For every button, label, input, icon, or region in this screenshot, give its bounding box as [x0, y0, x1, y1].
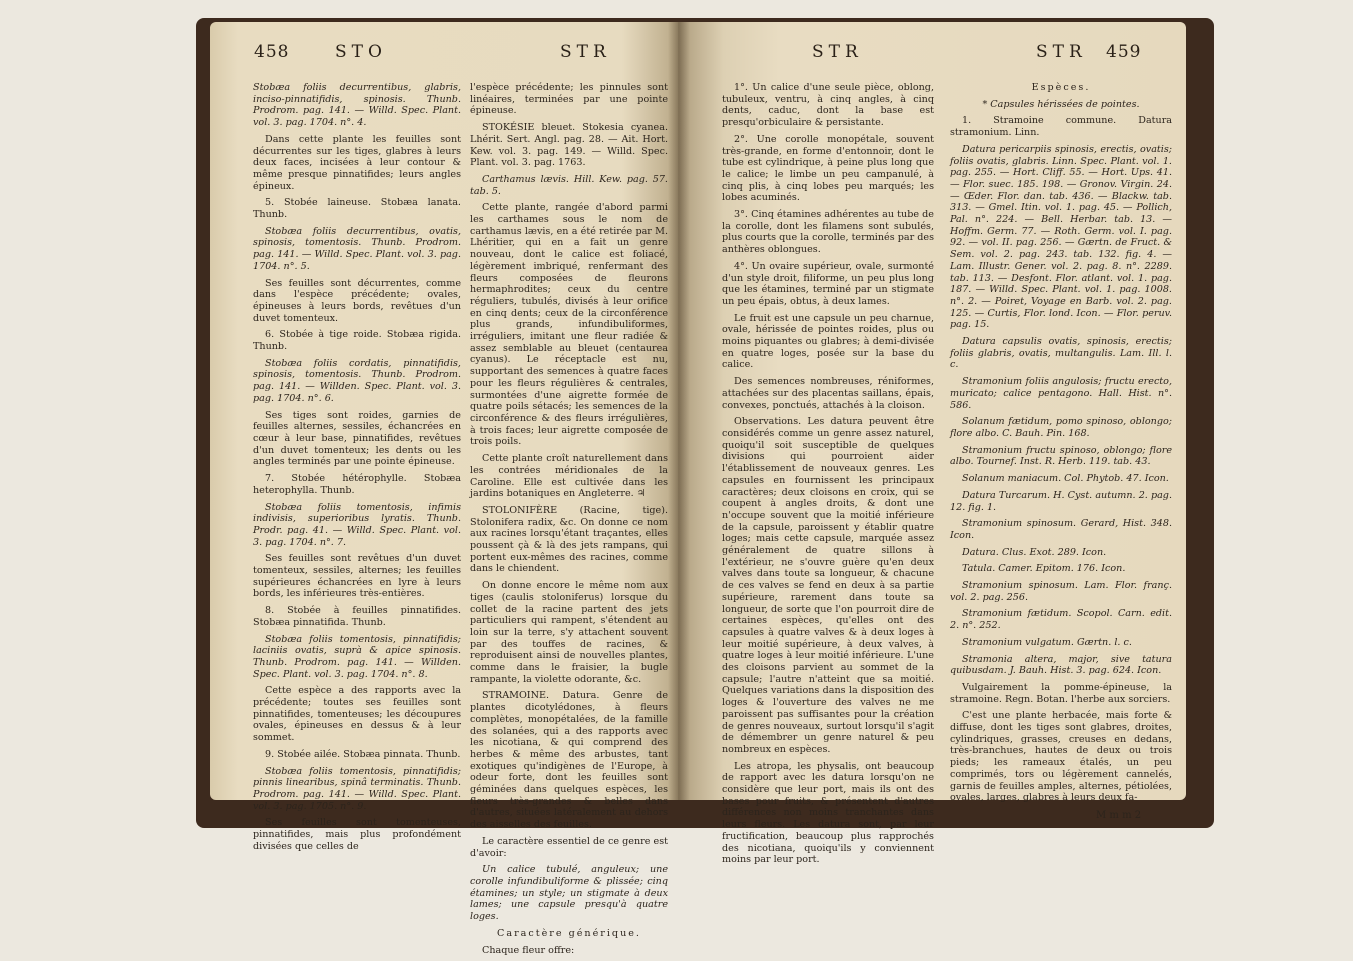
paragraph: Cette plante, rangée d'abord parmi les carthames sous le nom de carthamus lævis, en a été retirée par M. Lhéritier, qui en a fait un genre nouveau, dont le calice est foliacé, légèrement imbriqué, renfermant des fleurs composées de fleurons hermaphrodites; ceux du centre réguliers, tubulés, divisés à leur orifice en cinq dents; ceux de la circonférence plus grands, infundibuliformes, irréguliers, imitant une fleur radiée & assez semblable au bleuet (centaurea cyanus). Le réceptacle est nu, supportant des semences à quatre faces pour les fleurs régulières & centrales, surmontées d'une aigrette formée de quatre poils sétacés; les semences de la circonférence & des fleurs irrégulières, à trois faces; leur aigrette composée de trois poils.	[470, 202, 668, 448]
paragraph: C'est une plante herbacée, mais forte & diffuse, dont les tiges sont glabres, droites, cylindriques, grasses, creuses en dedans, très-branchues, hautes de deux ou trois pieds; les rameaux étalés, un peu comprimés, tors ou légèrement cannelés, garnis de feuilles amples, alternes, pétiolées, ovales, larges, glabres à leurs deux fa-	[950, 710, 1172, 804]
paragraph: Ses tiges sont roides, garnies de feuilles alternes, sessiles, échancrées en cœur à leur base, pinnatifides, revêtues d'un duvet tomenteux; les dents ou les angles terminés par une pointe épineuse.	[253, 409, 461, 468]
paragraph: On donne encore le même nom aux tiges (caulis stoloniferus) lorsque du collet de la racine partent des jets particuliers qui rampent, s'étendent au loin sur la terre, s'y attachent souvent par des touffes de racines, & reproduisent ainsi de nouvelles plantes, comme dans le fraisier, la bugle rampante, la violette odorante, &c.	[470, 580, 668, 685]
left-header-left: STO	[335, 42, 387, 62]
left-header-right: STR	[560, 42, 611, 62]
paragraph: Stobæa foliis decurrentibus, ovatis, spinosis, tomentosis. Thunb. Prodrom. pag. 141. — Willd. Spec. Plant. vol. 3. pag. 1704. n°. 5.	[253, 225, 461, 272]
paragraph: 4°. Un ovaire supérieur, ovale, surmonté d'un style droit, filiforme, un peu plus long que les étamines, terminé par un stigmate un peu épais, obtus, à deux lames.	[722, 260, 934, 307]
paragraph: Les atropa, les physalis, ont beaucoup de rapport avec les datura lorsqu'on ne considère que leur port, mais ils ont des bases pour fruits, & présentent d'autres différences non moins tranchantes dans leurs fleurs. Les datura sont, par leur fructification, beaucoup plus rapprochés des nicotiana, quoiqu'ils y conviennent moins par leur port.	[722, 760, 934, 866]
paragraph: Des semences nombreuses, réniformes, attachées sur des placentas saillans, épais, convexes, ponctués, attachés à la cloison.	[722, 376, 934, 411]
entry-heading: 9. Stobée ailée. Stobæa pinnata. Thunb.	[265, 748, 461, 760]
paragraph: Stobæa foliis decurrentibus, glabris, inciso-pinnatifidis, spinosis. Thunb. Prodrom. pag. 141. — Willd. Spec. Plant. vol. 3. pag. 1704. n°. 4.	[253, 82, 461, 129]
paragraph: Cette espèce a des rapports avec la précédente; toutes ses feuilles sont pinnatifides, tomenteuses; les découpures ovales, épineuses en dessus & à leur sommet.	[253, 685, 461, 744]
paragraph: Stramonium fructu spinoso, oblongo; flore albo. Tournef. Inst. R. Herb. 119. tab. 43.	[950, 444, 1172, 468]
entry-heading: 5. Stobée laineuse. Stobæa lanata. Thunb.	[253, 197, 461, 221]
entry-heading: STOKÉSIE bleuet. Stokesia cyanea. Lhérit. Sert. Angl. pag. 28. — Ait. Hort. Kew. vol. 3. pag. 149. — Willd. Spec. Plant. vol. 3. pag. 1763.	[470, 122, 668, 169]
right-column-1	[722, 82, 934, 871]
entry-heading: 6. Stobée à tige roide. Stobæa rigida. Thunb.	[253, 329, 461, 353]
paragraph: Carthamus lævis. Hill. Kew. pag. 57. tab. 5.	[470, 173, 668, 197]
paragraph: 3°. Cinq étamines adhérentes au tube de la corolle, dont les filamens sont subulés, plus courts que la corolle, terminés par des anthères oblongues.	[722, 209, 934, 256]
right-header-right: STR	[1036, 42, 1087, 62]
paragraph: Stobæa foliis tomentosis, pinnatifidis; pinnis linearibus, spinâ terminatis. Thunb. Prodrom. pag. 141. — Willd. Spec. Plant. vol. 3. pag. 1705. n°. 9.	[253, 765, 461, 812]
paragraph: Datura pericarpiis spinosis, erectis, ovatis; foliis ovatis, glabris. Linn. Spec. Plant. vol. 1. pag. 255. — Hort. Cliff. 55. — Hort. Ups. 41. — Flor. suec. 185. 198. — Gronov. Virgin. 24. — Œder. Flor. dan. tab. 436. — Blackw. tab. 313. — Gmel. Itin. vol. 1. pag. 45. — Pollich, Pal. n°. 224. — Bell. Herbar. tab. 13. — Hoffm. Germ. 77. — Roth. Germ. vol. I. pag. 92. — vol. II. pag. 256. — Gærtn. de Fruct. & Sem. vol. 2. pag. 243. tab. 132. fig. 4. — Lam. Illustr. Gener. vol. 2. pag. 8. n°. 2289. tab. 113. — Desfont. Flor. atlant. vol. 1. pag. 187. — Willd. Spec. Plant. vol. 1. pag. 1008. n°. 2. — Poiret, Voyage en Barb. vol. 2. pag. 125. — Curtis, Flor. lond. Icon. — Flor. peruv. pag. 15.	[950, 143, 1172, 331]
entry-heading: STOLONIFÈRE (Racine, tige). Stolonifera radix, &c. On donne ce nom aux racines lorsqu'étant traçantes, elles poussent çà & là des jets rampans, qui portent eux-mêmes des racines, comme dans le chiendent.	[470, 504, 668, 575]
paragraph: Cette plante croît naturellement dans les contrées méridionales de la Caroline. Elle est cultivée dans les jardins botaniques en Angleterre. ♃	[470, 453, 668, 500]
entry-heading: 7. Stobée hétérophylle. Stobæa heterophylla. Thunb.	[253, 473, 461, 496]
subsection-heading: * Capsules hérissées de pointes.	[982, 98, 1140, 110]
paragraph: Stobæa foliis tomentosis, pinnatifidis; laciniis ovatis, suprà & apice spinosis. Thunb. Prodrom. pag. 141. — Willden. Spec. Plant. vol. 3. pag. 1704. n°. 8.	[253, 633, 461, 680]
paragraph: Stramonia altera, major, sive tatura quibusdam. J. Bauh. Hist. 3. pag. 624. Icon.	[950, 653, 1172, 677]
paragraph: Stramonium fætidum. Scopol. Carn. edit. 2. n°. 252.	[950, 608, 1172, 632]
paragraph: 2°. Une corolle monopétale, souvent très-grande, en forme d'entonnoir, dont le tube est cylindrique, à peine plus long que le calice; le limbe un peu campanulé, à cinq plis, à cinq lobes peu marqués; les lobes acuminés.	[722, 133, 934, 204]
paragraph: Datura. Clus. Exot. 289. Icon.	[962, 546, 1107, 558]
paragraph: Stramonium spinosum. Gerard, Hist. 348. Icon.	[950, 518, 1172, 541]
left-column-1	[253, 82, 461, 857]
paragraph: Stramonium spinosum. Lam. Flor. franç. vol. 2. pag. 256.	[950, 580, 1172, 603]
paragraph: Stramonium vulgatum. Gærtn. l. c.	[962, 636, 1132, 648]
right-page-number: 459	[1106, 42, 1142, 62]
paragraph: Ses feuilles sont tomenteuses, pinnatifides, mais plus profondément divisées que celles de	[253, 817, 461, 852]
right-header-left: STR	[812, 42, 863, 62]
paragraph: Ses feuilles sont revêtues d'un duvet tomenteux, sessiles, alternes; les feuilles supérieures échancrées en lyre à leurs bords, les inférieures très-entières.	[253, 553, 461, 600]
right-column-2	[950, 82, 1172, 809]
paragraph: Le caractère essentiel de ce genre est d'avoir:	[470, 835, 668, 859]
paragraph: Datura Turcarum. H. Cyst. autumn. 2. pag. 12. fig. 1.	[950, 489, 1172, 513]
book-gutter	[668, 22, 690, 800]
paragraph: Solanum fætidum, pomo spinoso, oblongo; flore albo. C. Bauh. Pin. 168.	[950, 416, 1172, 439]
paragraph: Solanum maniacum. Col. Phytob. 47. Icon.	[962, 473, 1169, 485]
entry-heading: 8. Stobée à feuilles pinnatifides. Stobæa pinnatifida. Thunb.	[253, 605, 461, 628]
paragraph: Un calice tubulé, anguleux; une corolle infundibuliforme & plissée; cinq étamines; un style; un stigmate à deux lames; une capsule presqu'à quatre loges.	[470, 864, 668, 923]
paragraph: Ses feuilles sont décurrentes, comme dans l'espèce précédente; ovales, épineuses à leurs bords, revêtues d'un duvet tomenteux.	[253, 277, 461, 324]
paragraph: Vulgairement la pomme-épineuse, la stramoine. Regn. Botan. l'herbe aux sorciers.	[950, 681, 1172, 705]
paragraph: Dans cette plante les feuilles sont décurrentes sur les tiges, glabres à leurs deux faces, incisées à leur contour & même presque pinnatifides; leurs angles épineux.	[253, 133, 461, 192]
paragraph: Stobæa foliis cordatis, pinnatifidis, spinosis, tomentosis. Thunb. Prodrom. pag. 141. — Willden. Spec. Plant. vol. 3. pag. 1704. n°. 6.	[253, 357, 461, 404]
page-signature: M m m 2	[1096, 810, 1142, 821]
paragraph: l'espèce précédente; les pinnules sont linéaires, terminées par une pointe épineuse.	[470, 82, 668, 117]
paragraph: Stobæa foliis tomentosis, infimis indivisis, superioribus lyratis. Thunb. Prodr. pag. 41. — Willd. Spec. Plant. vol. 3. pag. 1704. n°. 7.	[253, 501, 461, 548]
paragraph: 1°. Un calice d'une seule pièce, oblong, tubuleux, ventru, à cinq angles, à cinq dents, caduc, dont la base est presqu'orbiculaire & persistante.	[722, 82, 934, 129]
paragraph: Chaque fleur offre:	[482, 944, 575, 956]
entry-heading: 1. Stramoine commune. Datura stramonium. Linn.	[950, 115, 1172, 139]
paragraph: Datura capsulis ovatis, spinosis, erectis; foliis glabris, ovatis, multangulis. Lam. Ill. l. c.	[950, 336, 1172, 371]
paragraph: Observations. Les datura peuvent être considérés comme un genre assez naturel, quoiqu'il soit susceptible de quelques divisions qui pourroient aider l'établissement de nouveaux genres. Les capsules en fournissent les principaux caractères; deux cloisons en croix, qui se coupent à angles droits, & dont une n'occupe souvent que la moitié inférieure de la capsule, paroissent y établir quatre loges; mais cette capsule, marquée assez généralement de quatre sillons à l'extérieur, ne s'ouvre guère qu'en deux valves dans toute sa longueur, & chacune de ces valves se fend en deux à sa partie supérieure, rarement dans toute sa longueur, de sorte que l'on pourroit dire de certaines espèces, qu'elles ont des capsules à quatre valves & à deux loges à leur moitié supérieure, à deux valves, à quatre loges à leur moitié inférieure. L'une des cloisons parvient au sommet de la capsule; l'autre n'atteint que sa moitié. Quelques variations dans la disposition des loges & l'ouverture des valves ne me paroissent pas suffisantes pour la création de genres nouveaux, surtout lorsqu'il s'agit de démembrer un genre naturel & peu nombreux en espèces.	[722, 416, 934, 755]
paragraph: Le fruit est une capsule un peu charnue, ovale, hérissée de pointes roides, plus ou moins piquantes ou glabres; à demi-divisée en quatre loges, posée sur la base du calice.	[722, 312, 934, 371]
left-page-number: 458	[254, 42, 290, 62]
entry-heading: STRAMOINE. Datura. Genre de plantes dicotylédones, à fleurs complètes, monopétalées, de la famille des solanées, qui a des rapports avec les nicotiana, & qui comprend des herbes & même des arbustes, tant exotiques qu'indigènes de l'Europe, à odeur forte, dont les feuilles sont géminées dans quelques espèces, les fleurs très-grandes & belles dans d'autres, situées latéralement au dehors des aisselles des feuilles.	[470, 690, 668, 831]
left-column-2	[470, 82, 668, 961]
paragraph: Tatula. Camer. Epitom. 176. Icon.	[962, 563, 1126, 575]
paragraph: Stramonium foliis angulosis; fructu erecto, muricato; calice pentagono. Hall. Hist. n°. 586.	[950, 376, 1172, 411]
section-heading: Caractère générique.	[497, 927, 641, 939]
section-heading: Espèces.	[1031, 82, 1091, 93]
